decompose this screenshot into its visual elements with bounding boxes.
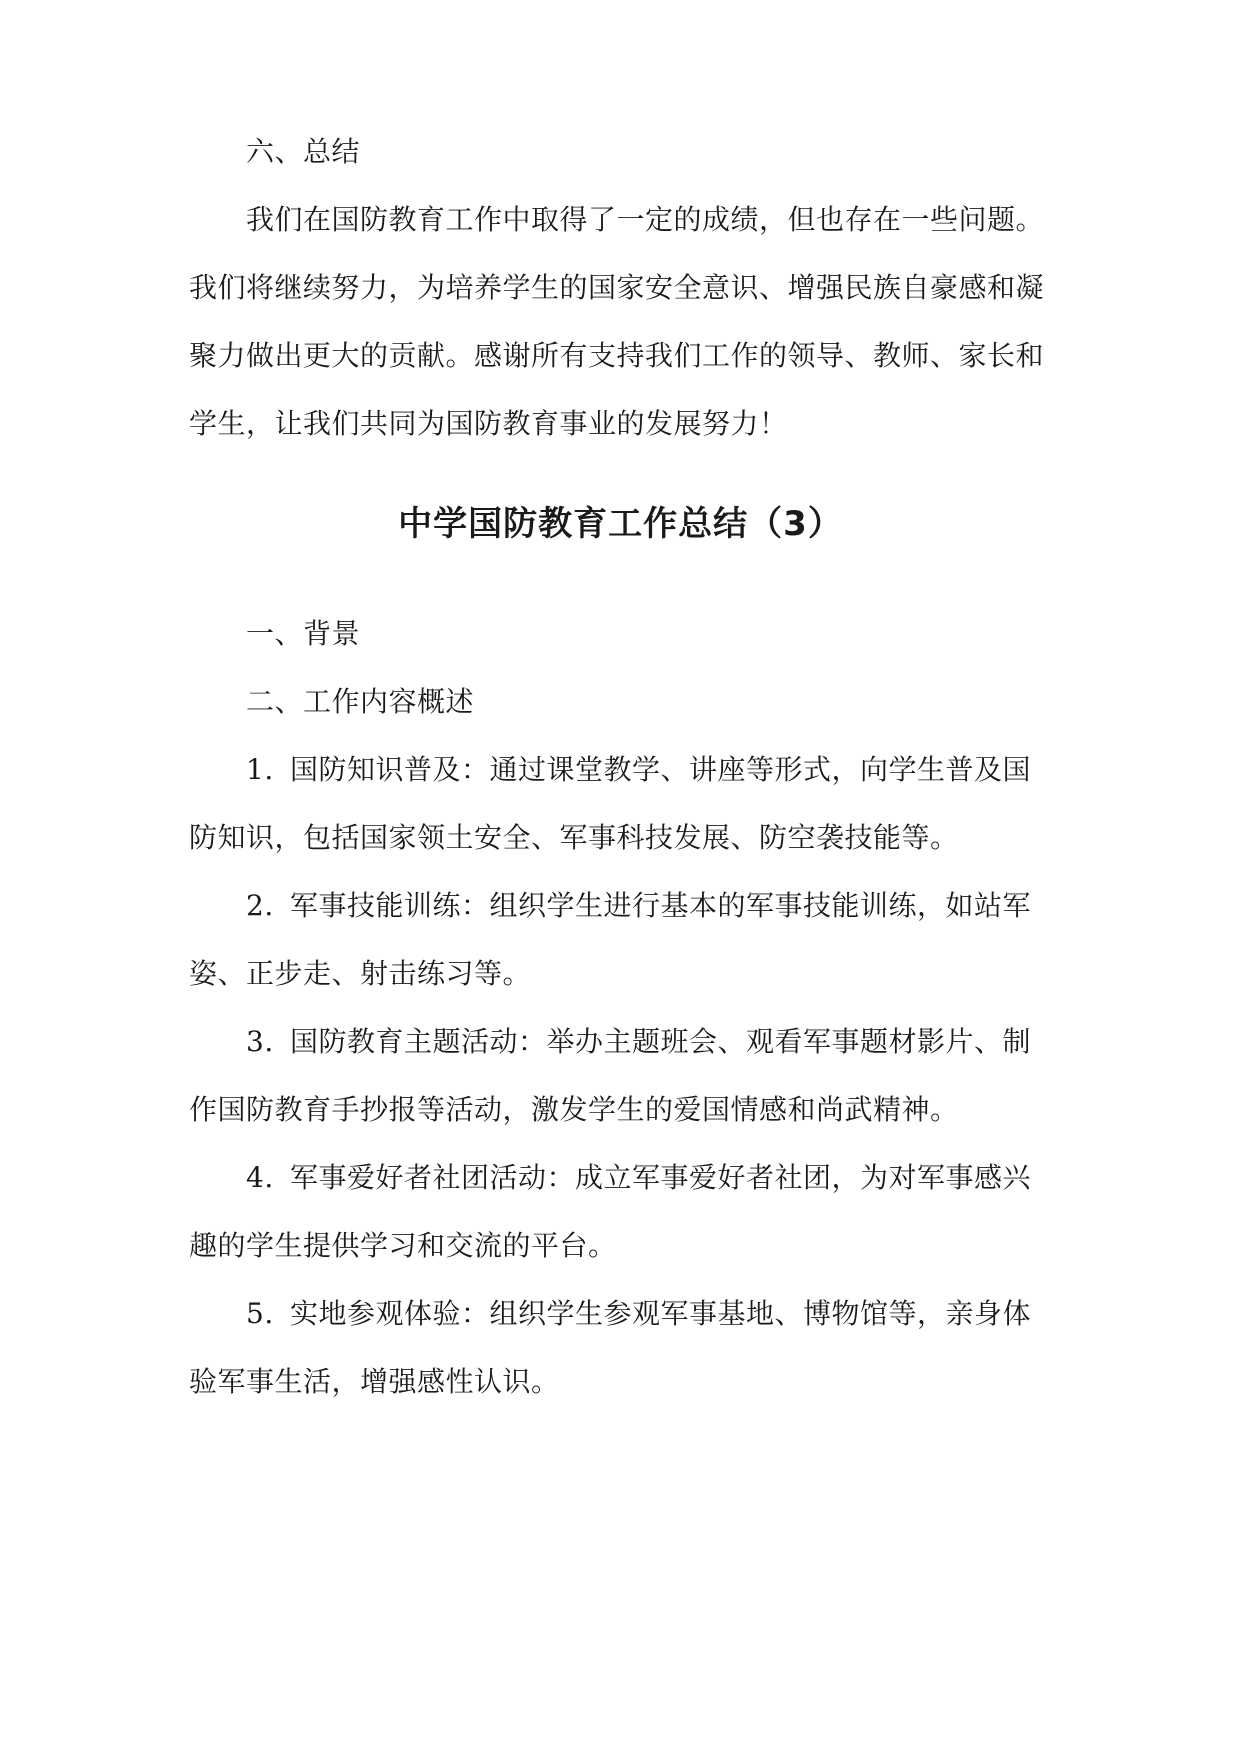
document-title: 中学国防教育工作总结（3） xyxy=(398,504,843,544)
list-item xyxy=(246,750,1086,790)
paragraph-line: 聚力做出更大的贡献。感谢所有支持我们工作的领导、教师、家长和 xyxy=(189,339,1045,372)
list-item-text: 军事爱好者社团活动：成立军事爱好者社团，为对军事感兴 xyxy=(290,1161,1032,1194)
list-item xyxy=(246,1294,1086,1334)
paragraph-line: 学生，让我们共同为国防教育事业的发展努力！ xyxy=(189,407,788,440)
list-item-number: 2. xyxy=(246,889,274,922)
list-item-continuation: 趣的学生提供学习和交流的平台。 xyxy=(189,1229,617,1262)
list-item-text: 国防教育主题活动：举办主题班会、观看军事题材影片、制 xyxy=(290,1025,1032,1058)
list-item-continuation: 作国防教育手抄报等活动，激发学生的爱国情感和尚武精神。 xyxy=(189,1093,959,1126)
paragraph-line: 我们在国防教育工作中取得了一定的成绩，但也存在一些问题。 xyxy=(246,203,1045,236)
section-heading-summary: 六、总结 xyxy=(246,135,361,168)
list-item xyxy=(246,886,1086,926)
section-heading-background: 一、背景 xyxy=(246,617,361,650)
list-item-continuation: 姿、正步走、射击练习等。 xyxy=(189,957,532,990)
paragraph-line: 我们将继续努力，为培养学生的国家安全意识、增强民族自豪感和凝 xyxy=(189,271,1045,304)
list-item-continuation: 验军事生活，增强感性认识。 xyxy=(189,1365,560,1398)
list-item xyxy=(246,1158,1086,1198)
list-item-number: 5. xyxy=(246,1297,274,1330)
section-heading-overview: 二、工作内容概述 xyxy=(246,685,475,718)
list-item-number: 3. xyxy=(246,1025,274,1058)
list-item xyxy=(246,1022,1086,1062)
list-item-number: 1. xyxy=(246,753,274,786)
list-item-text: 实地参观体验：组织学生参观军事基地、博物馆等，亲身体 xyxy=(290,1297,1032,1330)
list-item-text: 军事技能训练：组织学生进行基本的军事技能训练，如站军 xyxy=(290,889,1032,922)
list-item-text: 国防知识普及：通过课堂教学、讲座等形式，向学生普及国 xyxy=(290,753,1032,786)
list-item-continuation: 防知识，包括国家领土安全、军事科技发展、防空袭技能等。 xyxy=(189,821,959,854)
list-item-number: 4. xyxy=(246,1161,274,1194)
